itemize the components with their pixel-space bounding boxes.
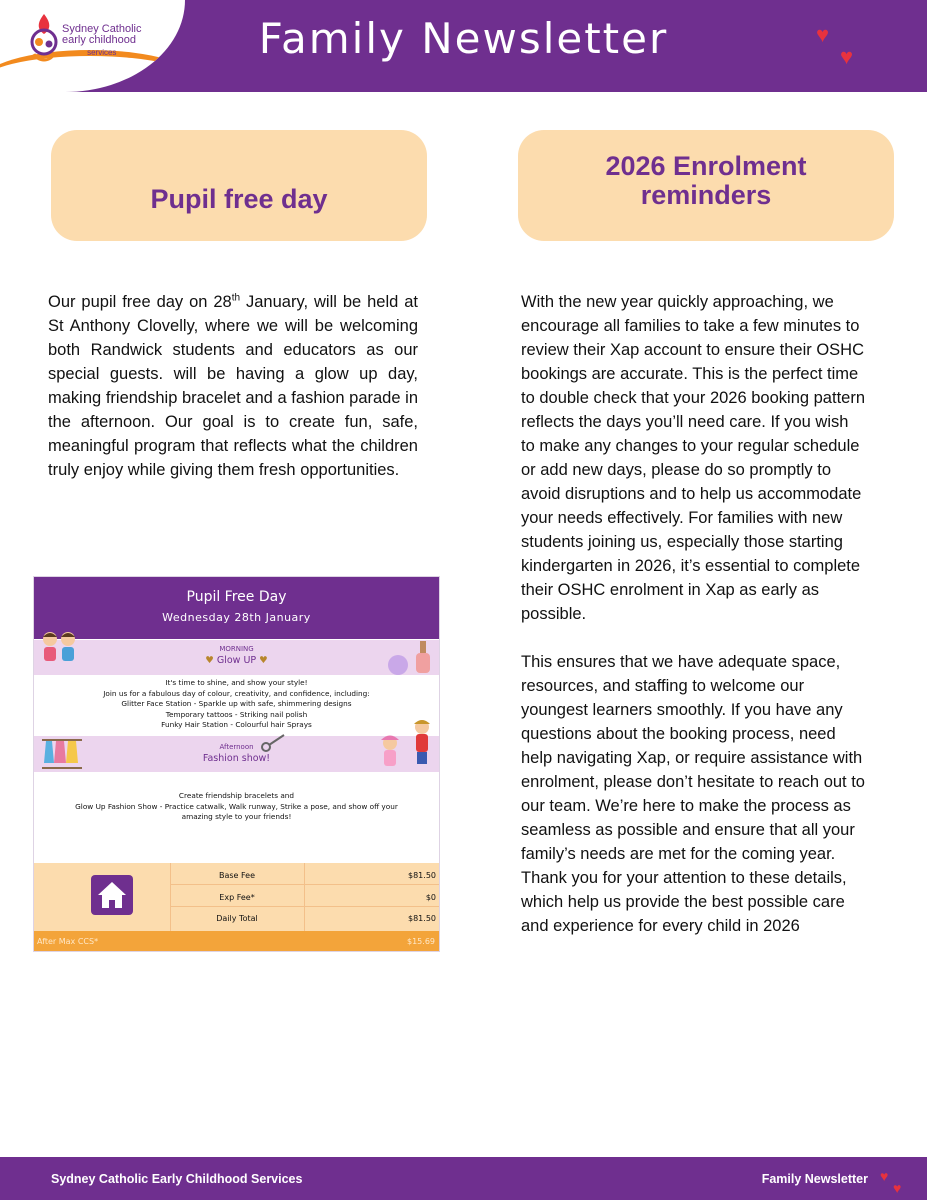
fee-label: Base Fee [218, 871, 256, 880]
afternoon-details [34, 791, 439, 823]
para-sup: th [231, 292, 241, 304]
morning-title: Glow UP [216, 655, 257, 666]
after-ccs-value: $15.69 [407, 937, 435, 946]
morning-line: Funky Hair Station - Colourful hair Sprays [161, 720, 312, 729]
afternoon-title: Fashion show! [202, 753, 271, 764]
heart-icon: ♥ [205, 655, 214, 666]
logo-line1: Sydney Catholic [62, 23, 142, 35]
morning-line: Temporary tattoos - Striking nail polish [165, 709, 308, 719]
heart-icon: ♥ [816, 22, 830, 47]
fee-row-base [170, 865, 440, 886]
flyer-header [34, 577, 439, 639]
fee-row-exp [170, 887, 440, 908]
heart-icon: ♥ [259, 655, 268, 666]
footer-bar [0, 1157, 927, 1200]
enrolment-text [521, 290, 866, 962]
logo-line2: early childhood [62, 34, 136, 46]
enrolment-heading-box [518, 130, 894, 241]
fee-value: $81.50 [408, 871, 436, 880]
afternoon-line: Glow Up Fashion Show - Practice catwalk, Walk runway, Strike a pose, and show off your [75, 801, 398, 811]
footer-org: Sydney Catholic Early Childhood Services [51, 1172, 303, 1186]
para-text-a: Our pupil free day on 28 [48, 293, 232, 311]
morning-line: It's time to shine, and show your style! [165, 678, 308, 687]
enrolment-heading: 2026 Enrolment reminders [605, 150, 807, 210]
heart-icon: ♥ [840, 44, 854, 69]
morning-label: MORNING [219, 645, 254, 653]
page-title: Family Newsletter [258, 14, 669, 63]
kids-illustration-icon [38, 627, 82, 671]
fee-label: Exp Fee* [219, 893, 255, 902]
heart-icon: ♥ [880, 1168, 889, 1184]
after-ccs-row [34, 931, 439, 952]
fashion-kids-icon [374, 713, 436, 775]
enrolment-paragraph-2: This ensures that we have adequate space, resources, and staffing to welcome our youngest learners smoothly. If you have any questions about the booking process, need help navigating Xap, or require assistance with enrolment, please don’t hesitate to reach out to our team. We’re here to make the process as seamless as possible and ensure that all your family’s needs are met for the coming year. Thank you for your attention to these details, which help us provide the best possible care and experience for every child in 2026 [521, 653, 865, 935]
clothes-rack-icon [40, 737, 84, 771]
flyer-title: Pupil Free Day [186, 589, 287, 605]
after-ccs-label: After Max CCS* [37, 937, 99, 946]
morning-line: Join us for a fabulous day of colour, creativity, and confidence, including: [103, 688, 370, 698]
fee-row-total [170, 908, 440, 929]
afternoon-label: Afternoon [219, 743, 254, 751]
header-bar [0, 0, 927, 92]
afternoon-line: Create friendship bracelets and [178, 791, 295, 800]
pupil-free-day-flyer [33, 576, 440, 952]
footer-title: Family Newsletter [761, 1172, 868, 1186]
pupil-free-day-heading: Pupil free day [150, 184, 328, 214]
nail-polish-icon [386, 637, 436, 677]
flyer-date: Wednesday 28th January [162, 611, 311, 624]
para-text-b: January, will be held at St Anthony Clovelly, where we will be welcoming both Randwick students and educators as our special guests. will be having a glow up day, making friendship bracelet and a fashion parade in the afternoon. Our goal is to create fun, safe, meaningful program that reflects what the children truly enjoy while giving them fresh opportunities. [48, 293, 418, 479]
fee-value: $81.50 [408, 914, 436, 923]
fee-value: $0 [425, 893, 436, 902]
heart-icon: ♥ [893, 1180, 902, 1196]
scissors-icon [260, 733, 286, 753]
fee-table [34, 863, 439, 931]
fee-label: Daily Total [216, 914, 258, 923]
home-icon [91, 875, 133, 915]
pupil-free-day-paragraph [48, 290, 418, 482]
pupil-free-day-heading-box [51, 130, 427, 241]
afternoon-line: amazing style to your friends! [181, 812, 292, 821]
morning-line: Glitter Face Station - Sparkle up with safe, shimmering designs [121, 699, 352, 708]
logo-line3: services [87, 48, 117, 57]
morning-band [34, 640, 439, 675]
enrolment-paragraph-1: With the new year quickly approaching, we encourage all families to take a few minutes to review their Xap account to ensure their OSHC bookings are accurate. This is the perfect time to double check that your 2026 booking pattern reflects the days you’ll need care. If you wish to make any changes to your regular schedule or add new days, please do so promptly to avoid disruptions and to help us accommodate your needs effectively. For families with new students joining us, especially those starting kindergarten in 2026, it’s essential to complete their OSHC enrolment in Xap as early as possible. [521, 293, 865, 623]
